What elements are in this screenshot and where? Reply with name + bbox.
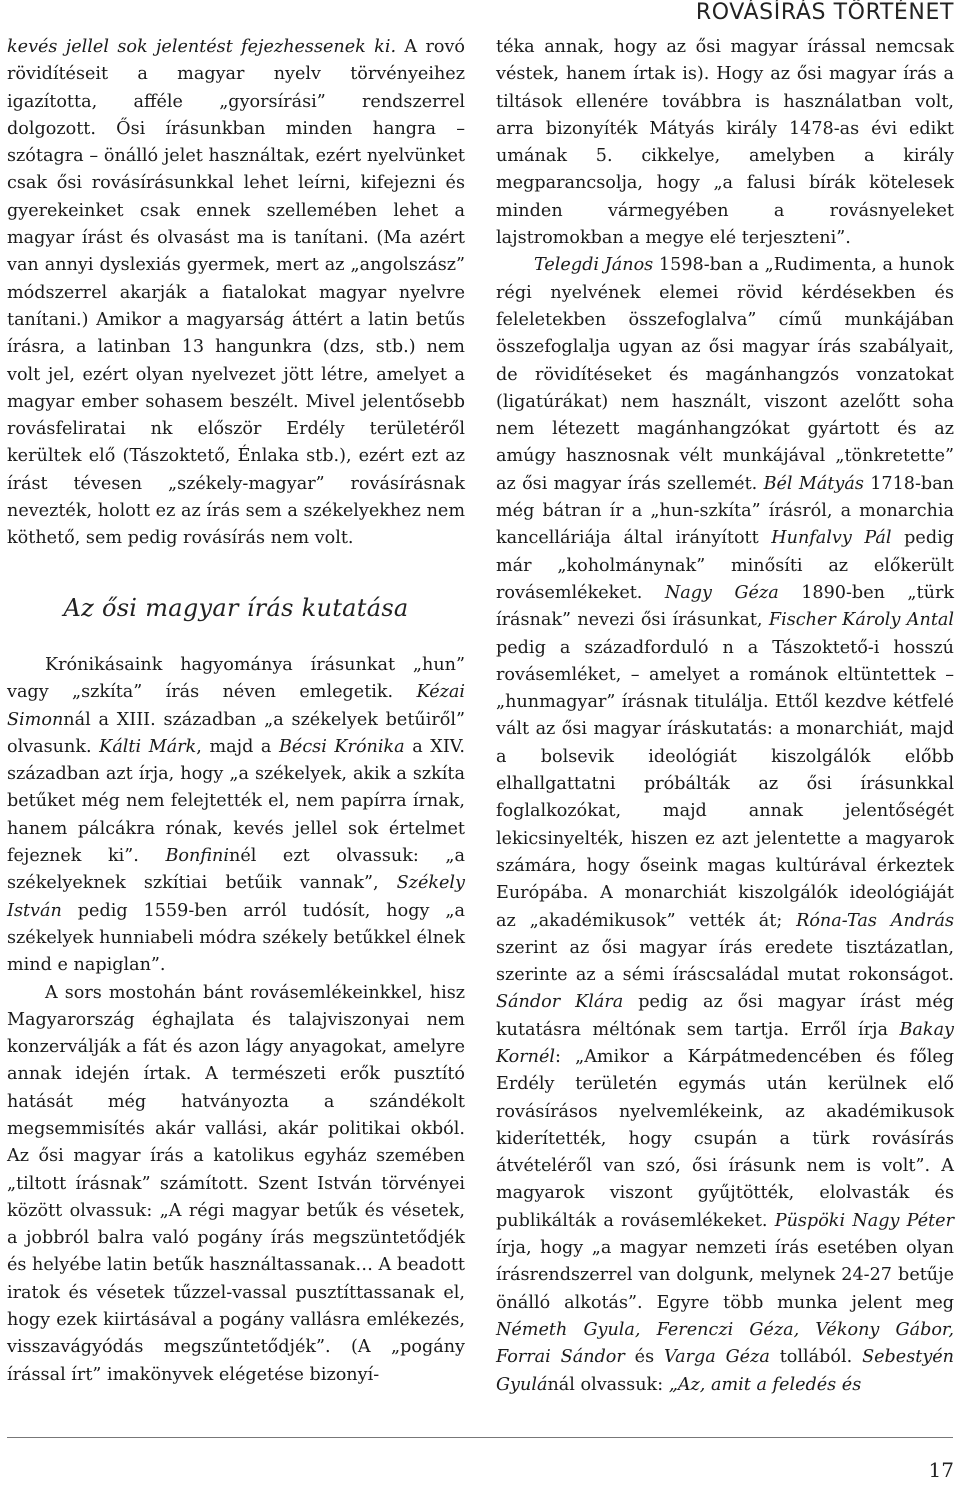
italic-text-run: Róna-Tas András <box>796 910 954 931</box>
text-run: téka annak, hogy az ősi magyar írással nemcsak véstek, hanem írtak is). Hogy az ősi magyar írás a tiltások ellenére továbbra is használatban volt, arra bizonyíték Mátyás király 1478-as évi edikt umának 5. cikkelye, amelyben a király megparancsolja, hogy „a falusi bírák kötelesek minden vármegyében a rovásnyeleket lajstromokban a megye elé terjeszteni”. <box>496 37 954 249</box>
italic-text-run: Németh Gyula, Ferenczi Géza, Vékony Gábor, Forrai Sándor <box>496 1319 954 1368</box>
italic-text-run: Bél Mátyás <box>763 473 864 494</box>
italic-text-run: Fischer Károly Antal <box>768 610 955 631</box>
text-run: nál a XIII. században „a székelyek betűiről” olvasunk. <box>7 709 465 757</box>
italic-text-run: Kálti Márk <box>99 736 197 757</box>
italic-text-run: Bonfini <box>165 846 229 867</box>
text-run: A sors mostohán bánt rovásemlékeinkkel, hisz Magyarország éghajlata és talajviszonyai nem konzerválják a fát és azon lágy anyagokat, amelyre annak idején írtak. A természeti erők pusztító hatását még hatványozta a szándékolt megsemmisítés akár vallási, akár politikai okból. Az ősi magyar írás a katolikus egyház szemében „tiltott írásnak” számított. Szent István törvényei között olvassuk: „A régi magyar betűk és vésetek, a jobbról balra való pogány írás megszüntetődjék és helyébe latin betűk használtassanak… A beadott iratok és vésetek tűzzel-vassal pusztíttassanak el, hogy ezek kiirtásával a pogány vallásra emlékezés, visszavágyódás megszűntetődjék”. (A „pogány írással írt” imakönyvek elégetése bizonyí- <box>7 982 465 1385</box>
section-heading: Az ősi magyar írás kutatása <box>63 593 409 622</box>
left-paragraph-3 <box>7 980 465 1389</box>
italic-text-run: kevés jellel sok jelentést fejezhessenek ki. <box>7 37 397 57</box>
italic-text-run: Telegdi János <box>534 255 654 276</box>
italic-text-run: Sebestyén Gyulá <box>496 1347 954 1395</box>
text-run: nél ezt olvassuk: „a székelyeknek szkítiai betűik vannak”, <box>7 846 465 894</box>
italic-text-run: Bécsi Krónika <box>278 736 405 757</box>
right-column <box>496 34 954 1399</box>
italic-text-run: „Az, amit a feledés és <box>668 1374 862 1395</box>
text-run: : „Amikor a Kárpátmedencében és főleg Erdély területén egymás után kerülnek elő rovásírásos nyelvemlékeink, az akadémikusok kiderítették, hogy csupán a türk rovásírás átvételéről van szó, ősi írásunk nem is volt”. A magyarok viszont gyűjtötték, elolvasták és publikálták a rovásemlékeket. <box>496 1046 954 1231</box>
left-paragraph-1 <box>7 34 465 553</box>
footer-divider <box>7 1437 953 1438</box>
left-paragraph-2 <box>7 652 465 980</box>
page-number: 17 <box>928 1458 954 1482</box>
italic-text-run: Nagy Géza <box>664 582 779 603</box>
text-run: pedig az ősi magyar írást még kutatásra méltónak sem tartja. Erről írja <box>496 992 954 1040</box>
text-run: Krónikásaink hagyománya írásunkat „hun” vagy „szkíta” írás néven emlegetik. <box>7 654 465 703</box>
text-run: nál olvassuk: <box>547 1374 669 1395</box>
text-run: pedig már „koholmánynak” minősíti az előkerült rovásemlékeket. <box>496 528 954 603</box>
text-run: szerint az ősi magyar írás eredete tisztázatlan, szerinte az a sémi íráscsaládal mutat rokonságot. <box>496 937 954 986</box>
text-run: pedig a századforduló n a Tászoktető-i hosszú rovásemléket, – amelyet a románok eltüntettek – „hunmagyar” írásnak titulálja. Ettől kezdve kétfelé vált az ősi magyar íráskutatás: a monarchiát, majd a bolsevik ideológiát kiszolgálók előbb elhallgattatni próbálták az ősi írásunkkal foglalkozókat, majd annak jelentőségét lekicsinyelték, hiszen ez azt jelentette a magyarok számára, hogy őseink magas kultúrával érkeztek Európába. A monarchiát kiszolgálók ideológiáját az „akadémikusok” vették át; <box>496 637 954 931</box>
text-run: és <box>624 1347 664 1368</box>
text-run: a XIV. században azt írja, hogy „a székelyek, akik a szkíta betűket még nem felejtették el, nem papírra írnak, hanem pálcákra rónak, kevés jellel sok értelmet fejeznek ki”. <box>7 736 466 867</box>
italic-text-run: Sándor Klára <box>496 992 624 1013</box>
text-run: 1890-ben „türk írásnak” nevezi ősi írásunkat, <box>496 582 955 631</box>
text-run: 1598-ban a „Rudimenta, a hunok régi nyelvének elemei rövid kérdésekben és feleletekben összefoglalva” című munkájában összefoglalja ugyan az ősi magyar írás szabályait, de rövidítéseket és magánhangzós vonzatokat (ligatúrákat) nem használt, viszont azelőtt soha nem létezett magánhangzókat gyártott és az amúgy hasznosnak vélt munkájával „tönkretette” az ősi magyar írás szellemét. <box>496 255 955 494</box>
text-run: , majd a <box>196 736 279 757</box>
running-header-title: ROVÁSÍRÁS TÖRTÉNET <box>695 0 954 25</box>
italic-text-run: Kézai Simon <box>7 682 465 730</box>
italic-text-run: Bakay Kornél <box>496 1019 954 1067</box>
text-run: 1718-ban még bátran ír a „hun-szkíta” írásról, a monarchia kancelláriája által irányított <box>496 473 955 549</box>
left-column <box>7 34 465 1389</box>
text-run: tollából. <box>769 1347 863 1368</box>
italic-text-run: Hunfalvy Pál <box>771 528 892 549</box>
italic-text-run: Székely István <box>7 873 465 921</box>
text-run: írja, hogy „a magyar nemzeti írás esetében olyan írásrendszerrel van dolgunk, melynek 24-27 betűje önálló alkotás”. Egyre több munka jelent meg <box>496 1238 954 1313</box>
italic-text-run: Varga Géza <box>664 1347 770 1368</box>
right-paragraph-1 <box>496 34 954 252</box>
right-paragraph-2 <box>496 252 954 1398</box>
text-run: pedig 1559-ben arról tudósít, hogy „a székelyek hunniabeli módra székely betűkkel élnek mind e napiglan”. <box>7 900 465 976</box>
italic-text-run: Püspöki Nagy Péter <box>774 1210 954 1231</box>
text-run: A rovó rövidítéseit a magyar nyelv törvényeihez igazította, afféle „gyorsírási” rendszerrel dolgozott. Ősi írásunkban minden hangra – szótagra – önálló jelet használtak, ezért nyelvünket csak ősi rovásírásunkkal lehet leírni, kifejezni és gyerekeinket csak ennek szellemében lehet a magyar írást és olvasást ma is tanítani. (Ma azért van annyi dyslexiás gyermek, mert az „angolszász” módszerrel akarják a fiatalokat magyar nyelvre tanítani.) Amikor a magyarság áttért a latin betűs írásra, a latinban 13 hangunkra (dzs, stb.) nem volt jel, ezért olyan nyelvezet jött létre, amelyet a magyar ember sohasem beszélt. Mivel jelentősebb rovásfeliratai nk először Erdély területéről kerültek elő (Tászoktető, Énlaka stb.), ezért ezt az írást tévesen „székely-magyar” rovásírásnak nevezték, holott ez az írás sem a székelyekhez nem köthető, sem pedig rovásírás nem volt. <box>7 37 465 549</box>
